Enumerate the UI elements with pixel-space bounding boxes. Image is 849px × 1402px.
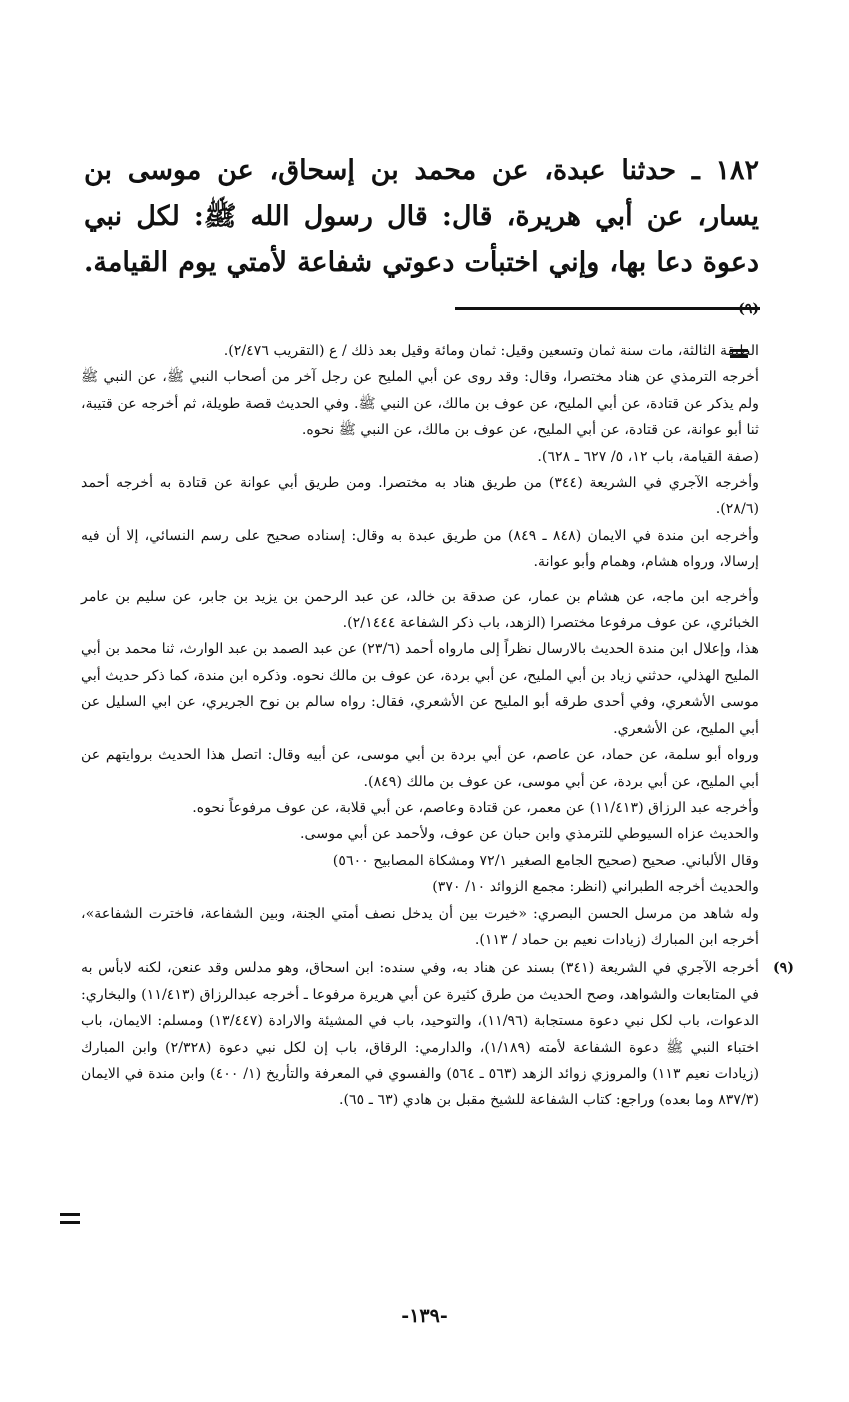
footnote-block-continued [81,338,759,576]
hadith-body: ١٨٢ ـ حدثنا عبدة، عن محمد بن إسحاق، عن موسى بن يسار، عن أبي هريرة، قال: قال رسول الله ﷺ: لكل نبي دعوة دعا بها، وإني اختبأت دعوتي شفاعة لأمتي يوم القيامة. [84,155,759,278]
footnote-paragraph: ورواه أبو سلمة، عن حماد، عن عاصم، عن أبي بردة بن أبي موسى، عن أبيه وقال: اتصل هذا الحديث بروايتهم عن أبي المليح، عن أبي بردة، عن أبي موسى، عن عوف بن مالك (٨٤٩). [81,747,759,790]
footnote-paragraph: وأخرجه ابن ماجه، عن هشام بن عمار، عن صدقة بن خالد، عن عبد الرحمن بن يزيد بن جابر، عن سليم بن عامر الخبائري، عن عوف مرفوعا مختصرا (الزهد، باب ذكر الشفاعة ٢/١٤٤٤). [81,588,759,632]
footnote-block-sources [81,584,759,954]
footnote-reference-9: (٩) [738,301,759,317]
footnote-paragraph: والحديث عزاه السيوطي للترمذي وابن حبان عن عوف، ولأحمد عن أبي موسى. [300,826,759,843]
footnote-number: (٩) [772,960,794,977]
footnote-paragraph: وأخرجه عبد الرزاق (١١/٤١٣) عن معمر، عن قتادة وعاصم، عن أبي قلابة، عن عوف مرفوعاً نحوه. [192,799,759,816]
page-number: -١٣٩- [401,1305,448,1327]
footnotes [81,338,794,1114]
footnote-paragraph: الطبقة الثالثة، مات سنة ثمان وتسعين وقيل: ثمان ومائة وقيل بعد ذلك / ع (التقريب ٢/٤٧٦). [223,343,759,359]
footnote-9 [81,955,794,1113]
continuation-marker-icon [60,1213,80,1224]
footnote-paragraph: والحديث أخرجه الطبراني (انظر: مجمع الزوائد ١٠/ ٣٧٠) [432,879,759,896]
footnote-paragraph: وله شاهد من مرسل الحسن البصري: «خيرت بين أن يدخل نصف أمتي الجنة، وبين الشفاعة، فاخترت الشفاعة»، أخرجه ابن المبارك (زيادات نعيم بن حماد / ١١٣). [81,905,759,948]
footnote-paragraph: وأخرجه الآجري في الشريعة (٣٤٤) من طريق هناد به مختصرا. ومن طريق أبي عوانة عن قتادة به أخرجه أحمد (٢٨/٦). [81,475,759,518]
footnote-paragraph: وأخرجه ابن مندة في الايمان (٨٤٨ ـ ٨٤٩) من طريق عبدة به وقال: إسناده صحيح على رسم النسائي، إلا أن فيه إرسالا، ورواه هشام، وهمام وأبو عوانة. [81,527,759,571]
footnote-separator [455,307,760,310]
footnote-paragraph: وقال الألباني. صحيح (صحيح الجامع الصغير ٧٢/١ ومشكاة المصابيح ٥٦٠٠) [332,852,759,869]
footnote-paragraph: أخرجه الترمذي عن هناد مختصرا، وقال: وقد روى عن أبي المليح عن رجل آخر من أصحاب النبي ﷺ، عن النبي ﷺ ولم يذكر عن قتادة، عن أبي المليح، عن عوف بن مالك، عن النبي ﷺ. وفي الحديث قصة طويلة، ثم أخرجه عن قتيبة، ثنا أبو عوانة، عن قتادة، عن أبي المليح، عن عوف بن مالك، عن النبي ﷺ نحوه. [81,369,759,439]
footnote-paragraph: (صفة القيامة، باب ١٢، ٥/ ٦٢٧ ـ ٦٢٨). [537,448,759,465]
footnote-paragraph: هذا، وإعلال ابن مندة الحديث بالارسال نظراً إلى مارواه أحمد (٢٣/٦) عن عبد الصمد بن عبد الوارث، ثنا محمد بن أبي المليح الهذلي، حدثني زياد بن أبي المليح، عن أبي بردة، عن عوف بن مالك نحوه. وذكره ابن مندة، كما ذكر حديث أبي موسى الأشعري، وفي أحدى طرقه أبو المليح عن الأشعري، فقال: رواه سالم بن نوح الجريري، عن ابي السليل عن أبي المليح، عن الأشعري. [81,641,760,737]
footnote-9-text: أخرجه الآجري في الشريعة (٣٤١) بسند عن هناد به، وفي سنده: ابن اسحاق، وهو مدلس وقد عنعن، لكنه لابأس به في المتابعات والشواهد، وصح الحديث من طرق كثيرة عن أبي هريرة مرفوعا ـ أخرجه عبدالرزاق (١١/٤١٣) والبخاري: الدعوات، باب لكل نبي دعوة مستجابة (١١/٩٦)، والتوحيد، باب في المشيئة والارادة (١٣/٤٤٧) ومسلم: الايمان، باب اختباء النبي ﷺ دعوة الشفاعة لأمته (١/١٨٩)، والدارمي: الرقاق، باب إن لكل نبي دعوة (٢/٣٢٨) وابن المبارك (زيادات نعيم ١١٣) والمروزي زوائد الزهد (٥٦٣ ـ ٥٦٤) والفسوي في المعرفة والتأريخ (١/ ٤٠٠) وابن مندة في الايمان (٨٣٧/٣ وما بعده) وراجع: كتاب الشفاعة للشيخ مقبل بن هادي (٦٣ ـ ٦٥). [81,960,759,1109]
